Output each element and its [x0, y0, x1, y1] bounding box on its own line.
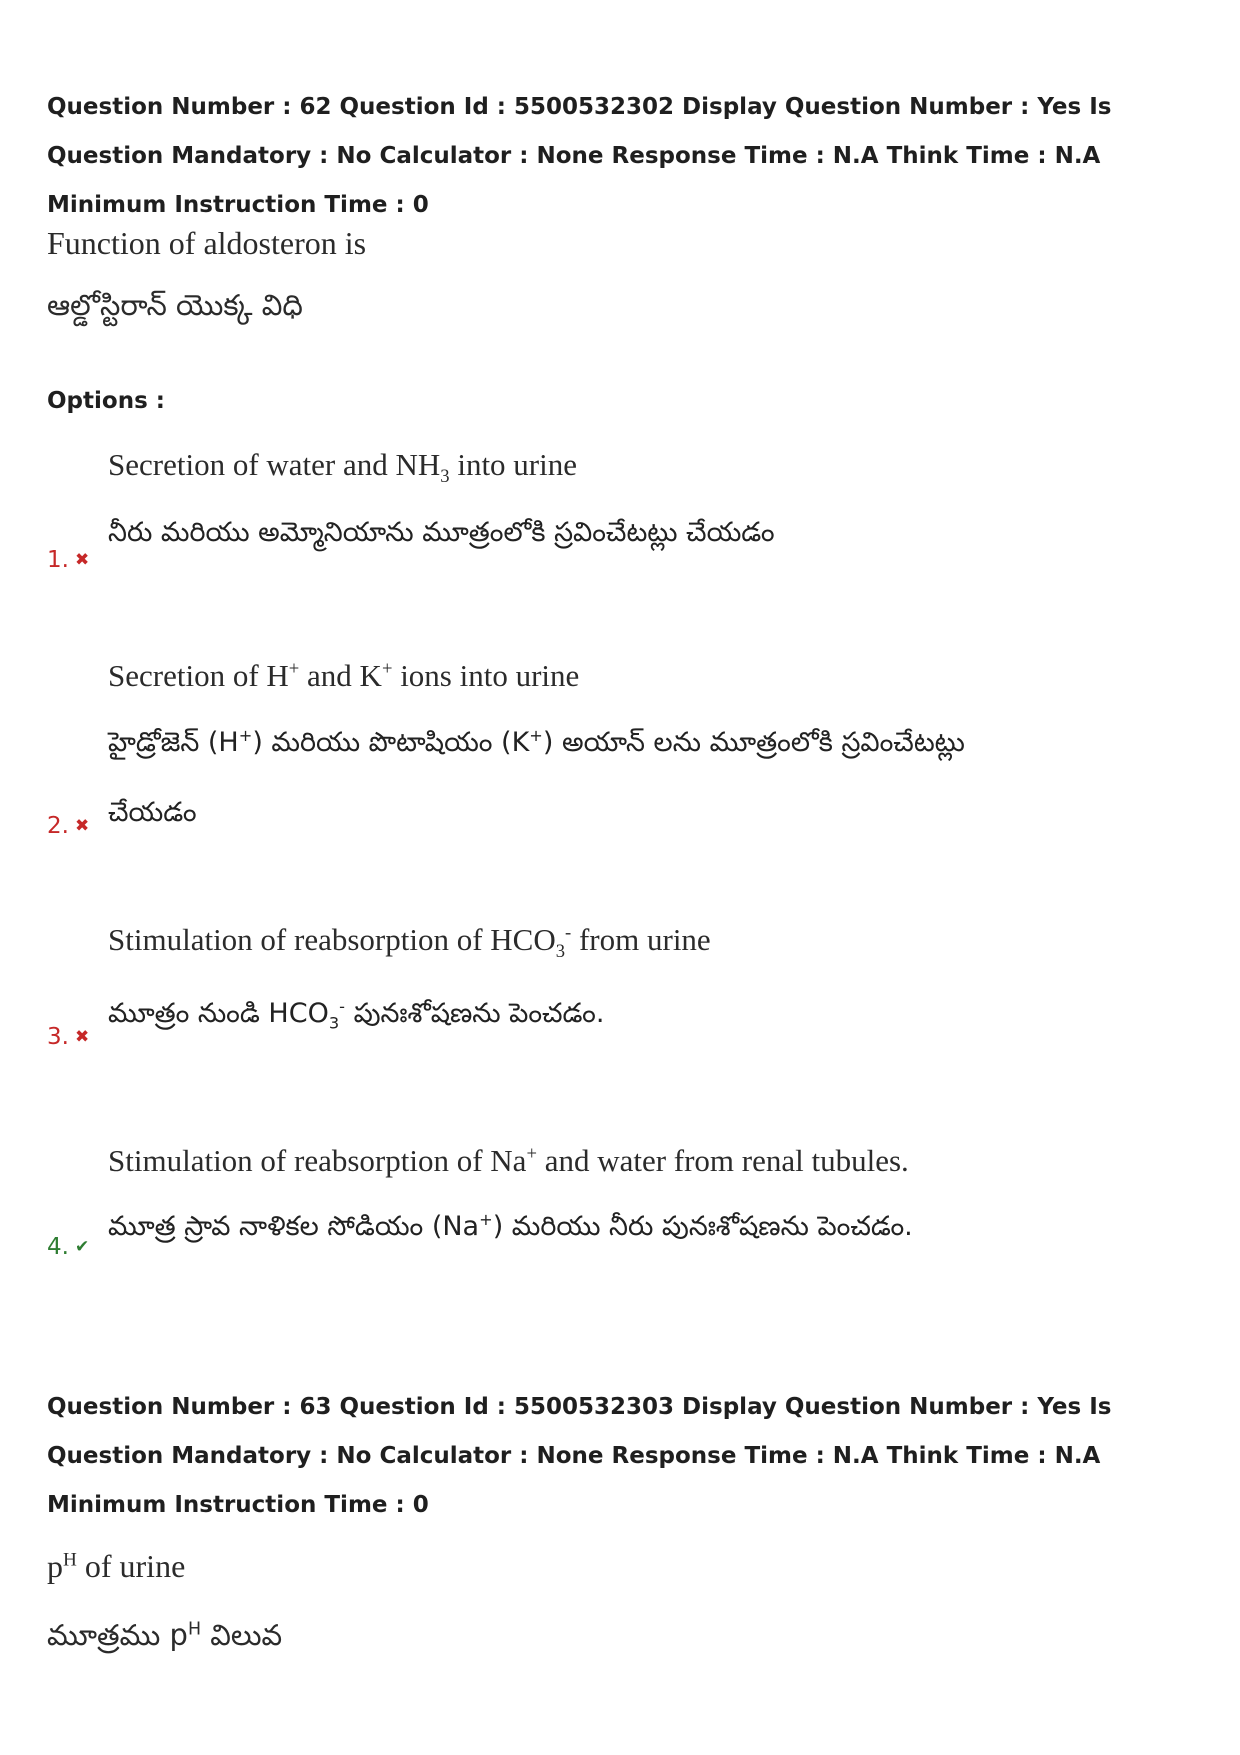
option-3-text-te: మూత్రం నుండి $HCO_3^-$ పునఃశోషణను పెంచడం. — [108, 997, 605, 1033]
question-63-text-en: $p^H$ of urine — [47, 1548, 186, 1584]
option-2-text-en: Secretion of H+ and K+ ions into urine — [108, 658, 580, 693]
options-label: Options : — [47, 388, 165, 414]
option-3-number: 3. ✖ — [47, 1024, 90, 1050]
question-meta-62: Question Number : 62 Question Id : 5500532302 Display Question Number : Yes Is Question Mandatory : No Calculator : None Response Time : N.A Think Time : N.A Minimum Instruction Time : 0 — [47, 94, 1112, 218]
question-63-text-te: మూత్రము $p^H$ విలువ — [47, 1618, 283, 1652]
option-1-number: 1. ✖ — [47, 547, 90, 573]
question-text-te: ఆల్డోస్టిరాన్ యొక్క విధి — [47, 288, 303, 322]
option-3-text-en: Stimulation of reabsorption of $HCO_3^-$ from urine — [108, 922, 711, 963]
question-text-en: Function of aldosteron is — [47, 225, 367, 261]
option-2-text-te: హైడ్రోజెన్ (H+) మరియు పొటాషియం (K+) అయాన్ లను మూత్రంలోకి స్రవించేటట్లు — [108, 726, 965, 758]
option-4-number: 4. ✔ — [47, 1234, 90, 1260]
question-meta-63: Question Number : 63 Question Id : 5500532303 Display Question Number : Yes Is Question Mandatory : No Calculator : None Response Time : N.A Think Time : N.A Minimum Instruction Time : 0 — [47, 1394, 1112, 1518]
option-4-text-te: మూత్ర స్రావ నాళికల సోడియం (Na+) మరియు నీరు పునఃశోషణను పెంచడం. — [108, 1210, 913, 1242]
wrong-icon: ✖ — [74, 550, 90, 570]
correct-icon: ✔ — [74, 1237, 90, 1257]
option-2-text-te-line2: చేయడం — [108, 797, 197, 828]
option-2-number: 2. ✖ — [47, 813, 90, 839]
option-4-text-en: Stimulation of reabsorption of Na+ and water from renal tubules. — [108, 1143, 909, 1178]
wrong-icon: ✖ — [74, 1027, 90, 1047]
option-1-text-en: Secretion of water and $NH_3$ into urine — [108, 447, 577, 488]
wrong-icon: ✖ — [74, 816, 90, 836]
option-1-text-te: నీరు మరియు అమ్మోనియాను మూత్రంలోకి స్రవించేటట్లు చేయడం — [108, 517, 775, 548]
